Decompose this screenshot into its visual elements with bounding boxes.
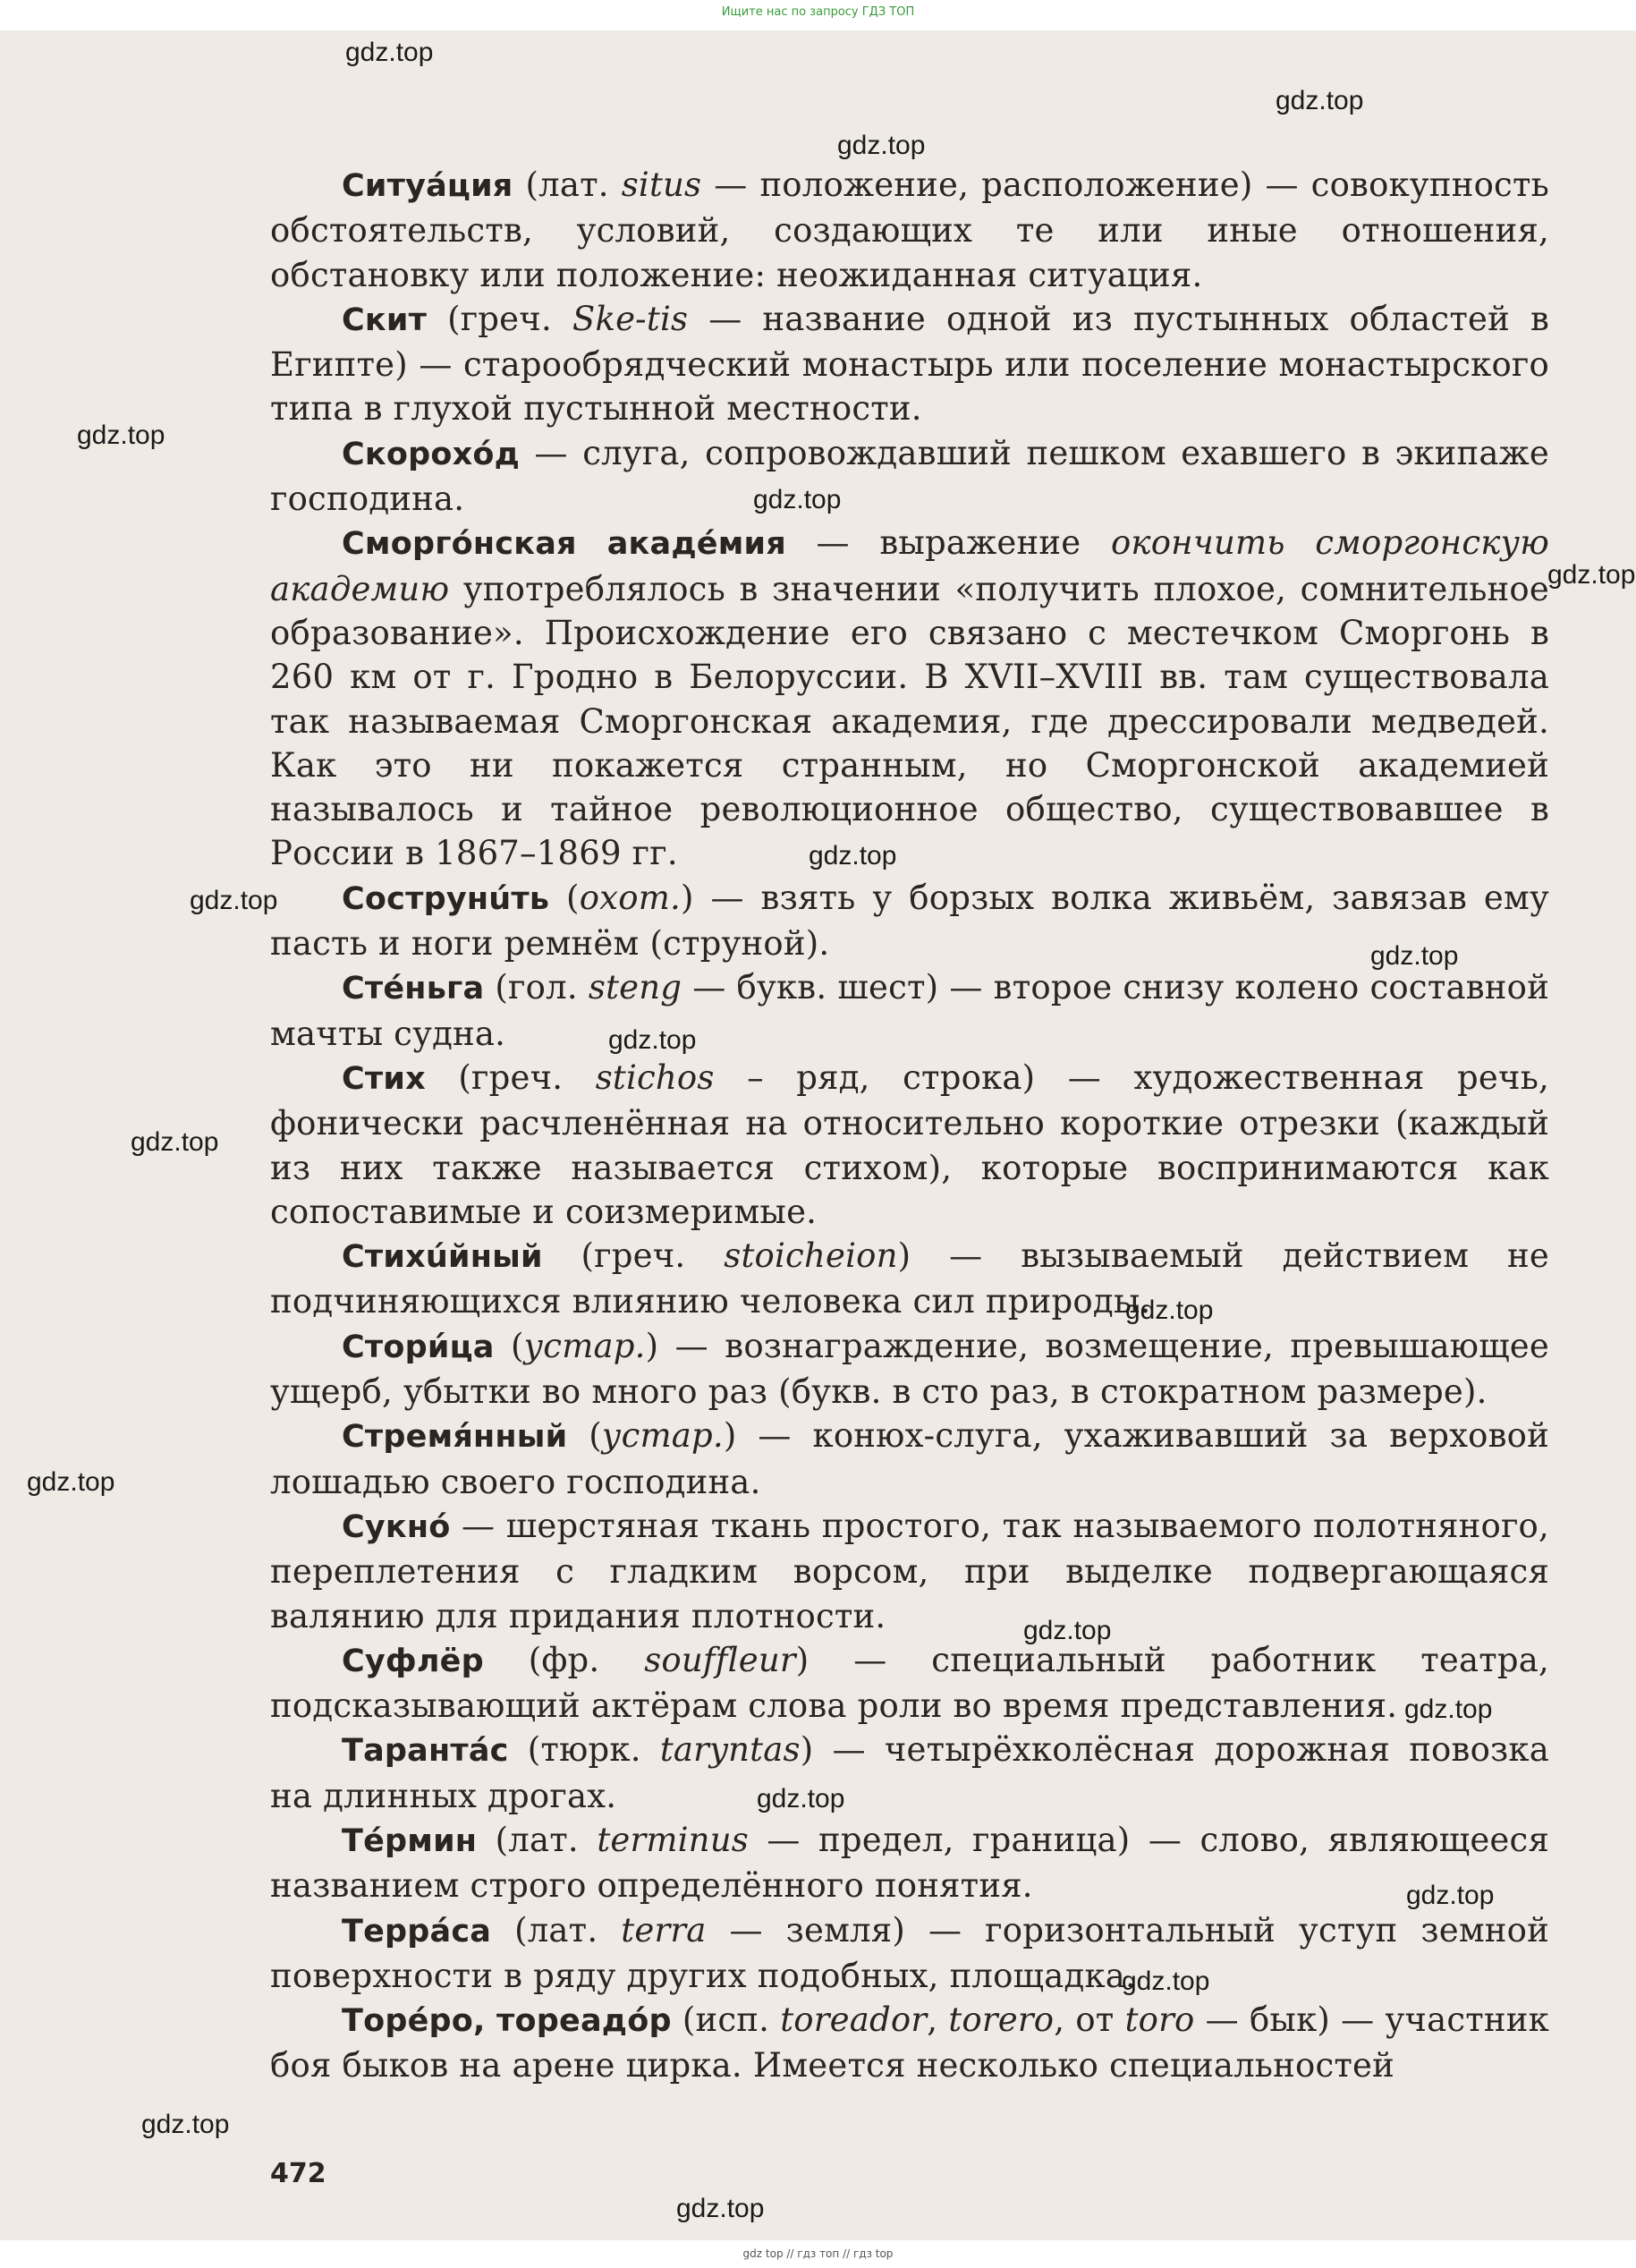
entry-italic-text: устар. bbox=[523, 1326, 646, 1365]
watermark[interactable]: gdz.top bbox=[608, 1025, 697, 1055]
entry-term: Стихúйный bbox=[342, 1239, 543, 1276]
entry-italic-text: охот. bbox=[579, 878, 681, 917]
entry-italic-text: terminus bbox=[597, 1820, 749, 1859]
entry-text: ) — вознаграждение, возмещение, превышающее ущерб, убытки во много раз (букв. в сто раз, в стократном размере). bbox=[270, 1326, 1549, 1412]
watermark[interactable]: gdz.top bbox=[1404, 1695, 1493, 1724]
entry-text: (лат. bbox=[491, 1910, 622, 1949]
watermark[interactable]: gdz.top bbox=[1547, 560, 1636, 590]
entry-text: (тюрк. bbox=[508, 1730, 660, 1770]
entry-text: — шерстяная ткань простого, так называемого полотняного, переплетения с гладким ворсом, при выделке подвергающаяся валянию для придания плотности. bbox=[270, 1506, 1549, 1635]
entry-term: Стори́ца bbox=[342, 1329, 495, 1365]
dictionary-entry bbox=[270, 1638, 1549, 1729]
entry-italic-text: toreador bbox=[780, 2000, 928, 2040]
entry-italic-text: terra bbox=[621, 1910, 707, 1949]
entry-text: ) — конюх-слуга, ухаживавший за верховой лошадью своего господина. bbox=[270, 1416, 1549, 1501]
entry-text: — название одной из пустынных областей в Египте) — старообрядческий монастырь или поселение монастырского типа в глухой пустынной местности. bbox=[270, 299, 1549, 429]
entry-term: Суфлёр bbox=[342, 1643, 484, 1679]
entry-text: ( bbox=[567, 1416, 602, 1456]
entry-text: (греч. bbox=[427, 299, 572, 338]
watermark[interactable]: gdz.top bbox=[190, 886, 278, 915]
dictionary-entry bbox=[270, 1324, 1549, 1414]
entry-term: Ситуáция bbox=[342, 168, 513, 204]
watermark[interactable]: gdz.top bbox=[1125, 1295, 1214, 1325]
entry-text: — земля) — горизонтальный уступ земной поверхности в ряду других подобных, площадка. bbox=[270, 1910, 1550, 1995]
entry-text: (гол. bbox=[484, 968, 589, 1007]
entry-text: (греч. bbox=[542, 1236, 725, 1276]
dictionary-entry bbox=[270, 521, 1549, 875]
entry-italic-text: toro bbox=[1124, 2000, 1195, 2040]
entry-text: ) — вызываемый действием не подчиняющихся влиянию человека сил природы. bbox=[270, 1236, 1550, 1321]
entry-term: Сморгóнская акадéмия bbox=[342, 526, 786, 563]
dictionary-entry bbox=[270, 1414, 1549, 1504]
entry-text: (лат. bbox=[477, 1820, 598, 1859]
entry-text: (фр. bbox=[483, 1640, 645, 1679]
watermark[interactable]: gdz.top bbox=[1023, 1616, 1112, 1645]
entry-italic-text: souffleur bbox=[644, 1640, 796, 1679]
entry-text: , от bbox=[1054, 2000, 1125, 2040]
entry-text: ) — специальный работник театра, подсказывающий актёрам слова роли во время представления. bbox=[270, 1640, 1549, 1726]
entry-text: — слуга, сопровождавший пешком ехавшего в экипаже господина. bbox=[270, 433, 1549, 519]
entry-text: употреблялось в значении «получить плохое, сомнительное образование». Происхождение его связано с местечком Сморгонь в 260 км от г. Гродно в Белоруссии. В XVII–XVIII вв. там существовала так называемая Сморгонская академия, где дрессировали медведей. Как это ни покажется странным, но Сморгонской академией называлось и тайное революционное общество, существовавшее в России в 1867–1869 гг. bbox=[270, 569, 1549, 873]
watermark[interactable]: gdz.top bbox=[141, 2110, 230, 2139]
entry-italic-text: устар. bbox=[601, 1416, 724, 1456]
entry-italic-text: taryntas bbox=[659, 1730, 801, 1770]
entry-text: , bbox=[927, 2000, 949, 2040]
entry-term: Сукнó bbox=[342, 1508, 451, 1545]
entry-term: Торéро, тореадóр bbox=[342, 2003, 672, 2040]
entry-text: (исп. bbox=[671, 2000, 781, 2040]
dictionary-entry bbox=[270, 1908, 1549, 1999]
dictionary-entry bbox=[270, 431, 1549, 522]
watermark[interactable]: gdz.top bbox=[1406, 1881, 1495, 1910]
watermark[interactable]: gdz.top bbox=[131, 1127, 219, 1157]
watermark[interactable]: gdz.top bbox=[809, 841, 897, 871]
entry-term: Стремя́нный bbox=[342, 1419, 568, 1456]
entry-term: Стéньга bbox=[342, 971, 485, 1007]
dictionary-entry bbox=[270, 297, 1549, 431]
entry-term: Скит bbox=[342, 302, 428, 338]
watermark[interactable]: gdz.top bbox=[1122, 1966, 1210, 1996]
entry-term: Скорохóд bbox=[342, 436, 521, 472]
entry-italic-text: situs bbox=[621, 166, 702, 204]
dictionary-entry bbox=[270, 1728, 1549, 1818]
watermark[interactable]: gdz.top bbox=[837, 131, 926, 160]
entry-term: Сострунúть bbox=[342, 880, 550, 917]
watermark[interactable]: gdz.top bbox=[1276, 86, 1364, 115]
entry-text: (греч. bbox=[425, 1058, 596, 1097]
watermark[interactable]: gdz.top bbox=[77, 420, 165, 450]
watermark[interactable]: gdz.top bbox=[676, 2194, 765, 2223]
entry-term: Стих bbox=[342, 1060, 426, 1097]
entry-text: ( bbox=[549, 878, 580, 917]
entry-text: — бык) — участник боя быков на арене цирка. Имеется несколько специальностей bbox=[270, 2000, 1549, 2085]
entry-italic-text: stichos bbox=[595, 1058, 715, 1097]
dictionary-entry bbox=[270, 1504, 1549, 1638]
entry-text: — выражение bbox=[785, 523, 1111, 563]
dictionary-entry bbox=[270, 1234, 1549, 1324]
entry-text: ( bbox=[494, 1326, 524, 1365]
dictionary-entry bbox=[270, 1998, 1549, 2088]
page-number: 472 bbox=[270, 2158, 326, 2189]
dictionary-entry bbox=[270, 965, 1549, 1056]
watermark[interactable]: gdz.top bbox=[757, 1784, 845, 1814]
entry-italic-text: stoicheion bbox=[724, 1236, 898, 1276]
entry-text: ) — четырёхколёсная дорожная повозка на длинных дрогах. bbox=[270, 1730, 1550, 1815]
entry-italic-text: окончить сморгонскую академию bbox=[270, 523, 1549, 608]
entry-term: Тарантáс bbox=[342, 1733, 509, 1770]
bottom-banner[interactable]: gdz top // гдз топ // гдз top bbox=[742, 2247, 894, 2260]
entry-italic-text: torero bbox=[948, 2000, 1055, 2040]
dictionary-entry bbox=[270, 163, 1549, 297]
entry-text: — предел, граница) — слово, являющееся названием строго определённого понятия. bbox=[270, 1820, 1549, 1906]
entry-text: — букв. шест) — второе снизу колено составной мачты судна. bbox=[270, 968, 1549, 1053]
top-banner[interactable]: Ищите нас по запросу ГДЗ ТОП bbox=[721, 5, 915, 19]
watermark[interactable]: gdz.top bbox=[27, 1467, 115, 1497]
watermark[interactable]: gdz.top bbox=[1370, 941, 1459, 971]
dictionary-entries bbox=[270, 163, 1549, 2088]
entry-text: — положение, расположение) — совокупность обстоятельств, условий, создающих те или иные отношения, обстановку или положение: неожиданная ситуация. bbox=[270, 166, 1549, 294]
dictionary-entry bbox=[270, 1818, 1549, 1908]
dictionary-entry bbox=[270, 876, 1549, 966]
entry-text: (лат. bbox=[513, 166, 622, 204]
entry-italic-text: steng bbox=[588, 968, 682, 1007]
entry-term: Террáса bbox=[342, 1913, 492, 1949]
watermark[interactable]: gdz.top bbox=[753, 485, 842, 514]
book-page bbox=[0, 30, 1636, 2240]
entry-text: ) — взять у борзых волка живьём, завязав ему пасть и ноги ремнём (струной). bbox=[270, 878, 1549, 964]
entry-italic-text: Ske-tis bbox=[572, 299, 689, 338]
dictionary-entry bbox=[270, 1056, 1549, 1234]
entry-text: – ряд, строка) — художественная речь, фонически расчленённая на относительно короткие отрезки (каждый из них также называется стихом), которые воспринимаются как сопоставимые и соизмеримые. bbox=[270, 1058, 1549, 1231]
watermark[interactable]: gdz.top bbox=[345, 38, 434, 67]
entry-term: Тéрмин bbox=[342, 1822, 478, 1859]
